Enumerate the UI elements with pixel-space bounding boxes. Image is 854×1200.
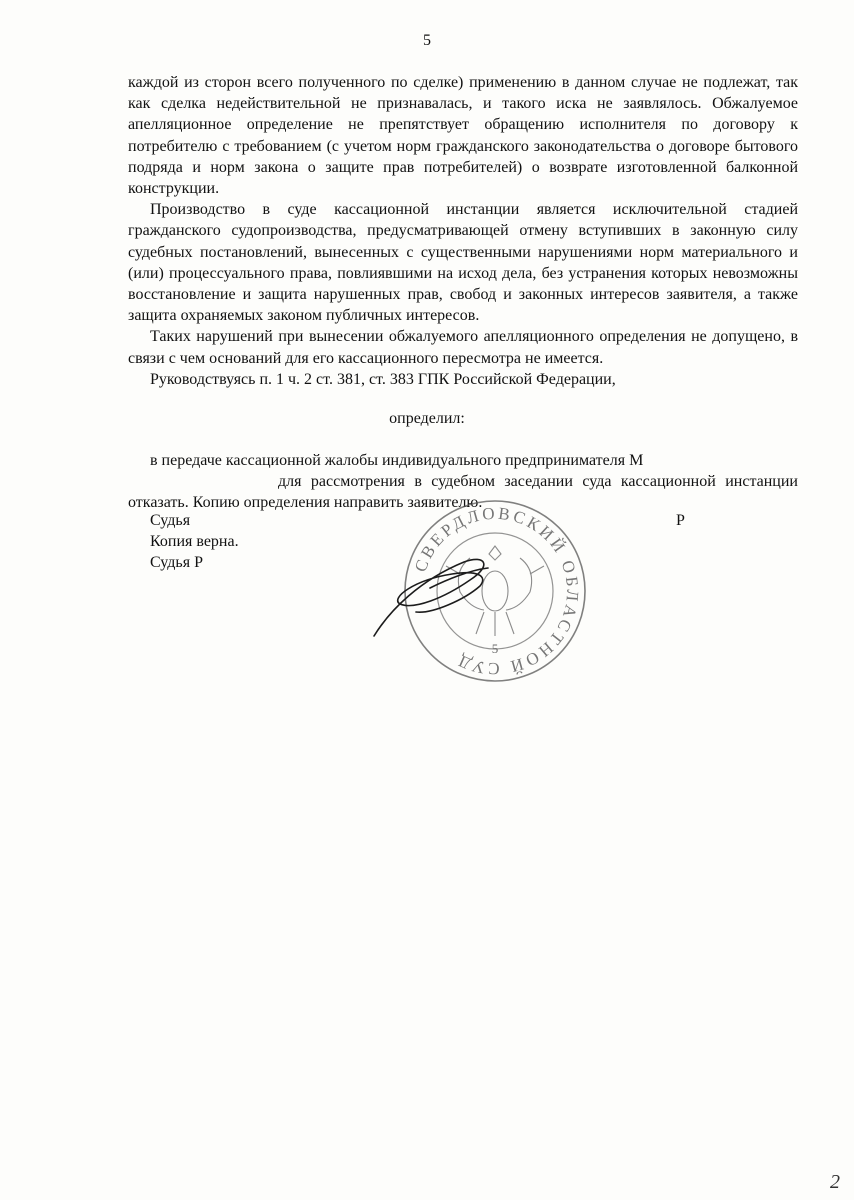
paragraph: Руководствуясь п. 1 ч. 2 ст. 381, ст. 383 ГПК Российской Федерации, <box>150 370 616 388</box>
page-number: 5 <box>423 32 431 49</box>
paragraph: каждой из сторон всего полученного по сделке) применению в данном случае не подлежат, так как сделка недействительной не признавалась, и такого иска не заявлялось. Обжалуемое апелляционное определение не препятствует обращению исполнителя по договору к потребителю с требованием (с учетом норм гражданского законодательства о договоре бытового подряда и норм закона о защите прав потребителей) о возврате изготовленной балконной конструкции. <box>128 74 798 198</box>
document-body <box>128 72 798 390</box>
seal-ring-text: СВЕРДЛОВСКИЙ ОБЛАСТНОЙ СУД <box>410 503 583 679</box>
paragraph: Производство в суде кассационной инстанции является исключительной стадией гражданского судопроизводства, предусматривающей отмену вступивших в законную силу судебных постановлений, вынесенных с существенными нарушениями норм материального и (или) процессуального права, повлиявшими на исход дела, без устранения которых невозможны восстановление и защита нарушенных прав, свобод и законных интересов заявителя, а также защита охраняемых законом публичных интересов. <box>128 201 798 325</box>
decision-part-1: в передаче кассационной жалобы индивидуального предпринимателя М <box>150 452 644 469</box>
copy-certified-label: Копия верна. <box>150 533 239 550</box>
judge-label: Судья <box>150 512 191 529</box>
seal-number: 5 <box>491 641 499 656</box>
handwritten-signature-icon <box>360 540 520 650</box>
decision-heading: определил: <box>389 410 465 427</box>
judge-initial: Р <box>676 512 685 529</box>
corner-mark: 2 <box>830 1171 840 1193</box>
judge-line-2: Судья Р <box>150 554 203 571</box>
paragraph: Таких нарушений при вынесении обжалуемого апелляционного определения не допущено, в связи с чем оснований для его кассационного пересмотра не имеется. <box>128 328 798 367</box>
decision-part-2: для рассмотрения в судебном заседании суда кассационной инстанции отказать. Копию определения направить заявителю. <box>128 473 798 512</box>
